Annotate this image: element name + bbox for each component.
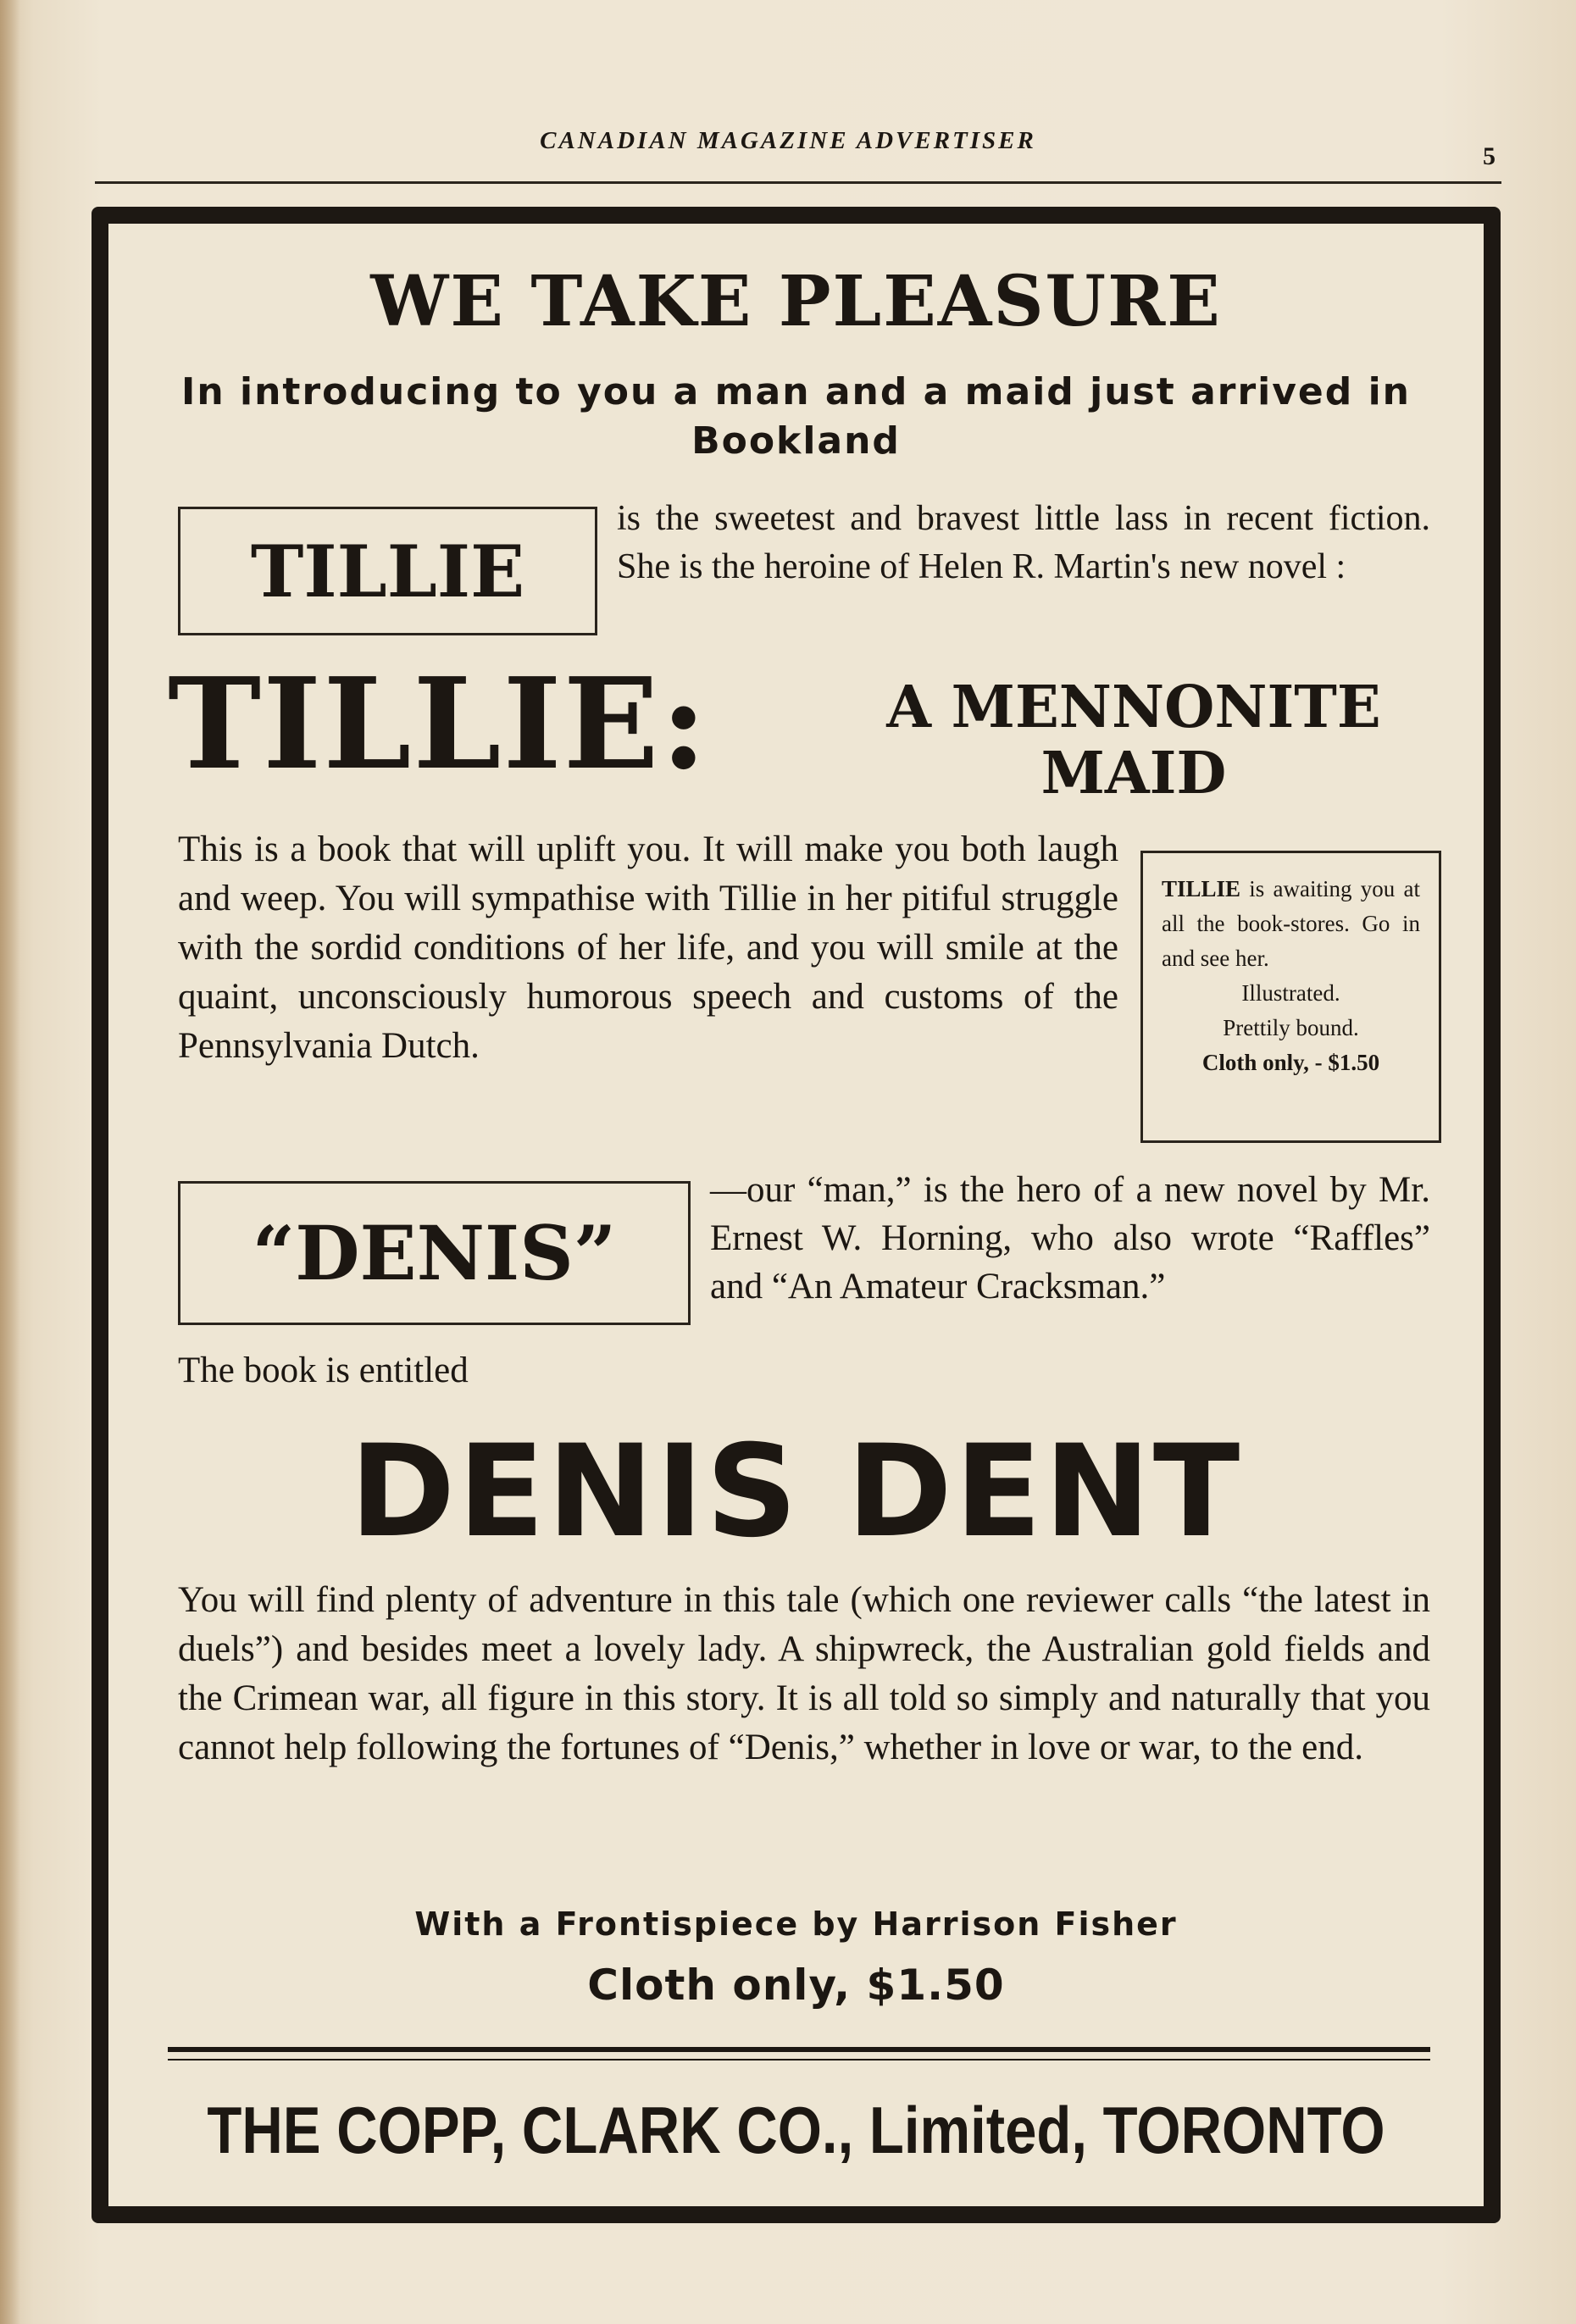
advertisement-frame xyxy=(92,207,1501,2223)
tillie-sidebar-box xyxy=(1140,851,1441,1143)
publisher-imprint: THE COPP, CLARK CO., Limited, TORONTO xyxy=(207,2093,1385,2167)
sidebar-intro xyxy=(1162,872,1420,976)
book2-title: DENIS DENT xyxy=(349,1418,1243,1566)
page-number: 5 xyxy=(1483,142,1496,170)
book2-price: Cloth only, $1.50 xyxy=(587,1961,1005,2010)
book1-body: This is a book that will uplift you. It will make you both laugh and weep. You will sympathise with Tillie in her pitiful struggle with the sordid conditions of her life, and you will smile at the quaint, unconsciously humorous speech and customs of the Pennsylvania Dutch. xyxy=(178,829,1118,1066)
binding-shadow xyxy=(0,0,20,2324)
tillie-label: TILLIE xyxy=(250,529,525,613)
book-entitled-text: The book is entitled xyxy=(178,1351,469,1390)
sidebar-bound: Prettily bound. xyxy=(1223,1015,1359,1040)
publisher-rule-thin xyxy=(168,2059,1430,2061)
frontispiece-credit: With a Frontispiece by Harrison Fisher xyxy=(414,1905,1178,1943)
denis-label: “DENIS” xyxy=(252,1209,617,1297)
tillie-label-box xyxy=(178,507,597,635)
publisher-rule-top xyxy=(168,2047,1430,2052)
sidebar-price: Cloth only, - $1.50 xyxy=(1201,1050,1380,1075)
sidebar-intro-text: is awaiting you at all the book-stores. Go in and see her. xyxy=(1162,876,1420,971)
book1-title-main: TILLIE: xyxy=(168,650,709,797)
denis-label-box xyxy=(178,1181,691,1325)
book1-title-sub: A MENNONITE MAID xyxy=(886,674,1381,807)
sidebar-illustrated: Illustrated. xyxy=(1241,980,1340,1006)
running-title: CANADIAN MAGAZINE ADVERTISER xyxy=(540,127,1036,154)
book2-body: You will find plenty of adventure in this tale (which one reviewer calls “the latest in duels”) and besides meet a lovely lady. A shipwreck, the Australian gold fields and the Crimean war, all figure in this story. It is all told so simply and naturally that you cannot help following the fortunes of “Denis,” whether in love or war, to the end. xyxy=(178,1580,1430,1767)
ad-intro: In introducing to you a man and a maid just arrived in Bookland xyxy=(181,370,1411,463)
denis-description: —our “man,” is the hero of a new novel by Mr. Ernest W. Horning, who also wrote “Raffles” and “An Amateur Cracksman.” xyxy=(710,1170,1430,1306)
ad-headline: WE TAKE PLEASURE xyxy=(370,261,1222,342)
sidebar-tillie: TILLIE xyxy=(1162,876,1241,901)
tillie-description: is the sweetest and bravest little lass in recent fiction. She is the heroine of Helen R. Martin's new novel : xyxy=(617,499,1430,586)
header-rule xyxy=(95,181,1501,184)
